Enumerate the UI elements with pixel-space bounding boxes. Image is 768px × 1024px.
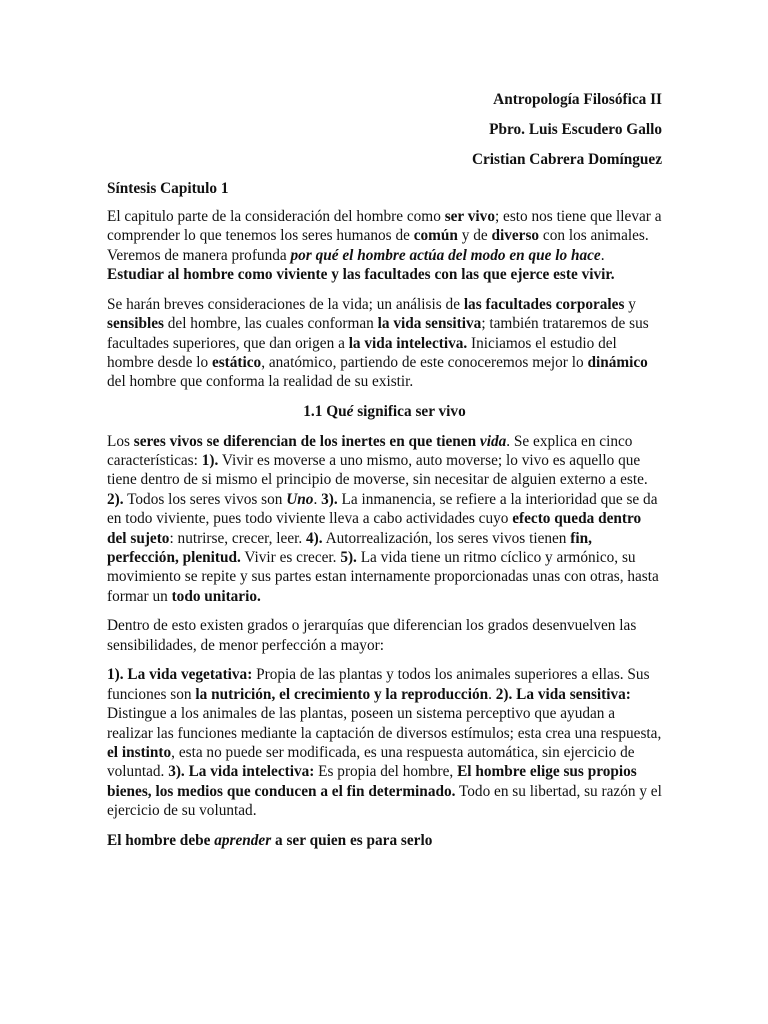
course-title: Antropología Filosófica II — [493, 91, 662, 108]
scope-paragraph: Se harán breves consideraciones de la vida; un análisis de las facultades corporales y sensibles del hombre, las cuales conforman la vida sensitiva; también trataremos de sus facultades superiores, que dan origen a la vida intelectiva. Iniciamos el estudio del hombre desde lo estático, anatómico, partiendo de este conoceremos mejor lo dinámico del hombre que conforma la realidad de su existir. — [107, 295, 649, 391]
intro-paragraph: El capitulo parte de la consideración del hombre como ser vivo; esto nos tiene que llevar a comprender lo que tenemos los seres humanos de común y de diverso con los animales. Veremos de manera profunda por qué el hombre actúa del modo en que lo hace. Estudiar al hombre como viviente y las facultades con las que ejerce este vivir. — [107, 207, 662, 284]
document-page — [107, 90, 662, 850]
professor-name: Pbro. Luis Escudero Gallo — [489, 120, 662, 138]
living-beings-paragraph: Los seres vivos se diferencian de los inertes en que tienen vida. Se explica en cinco características: 1). Vivir es moverse a uno mismo, auto moverse; lo vivo es aquello que tiene dentro de si mismo el principio de moverse, sin necesitar de alguien externo a este. 2). Todos los seres vivos son Uno. 3). La inmanencia, se refiere a la interioridad que se da en todo viviente, pues todo viviente lleva a cabo actividades cuyo efecto queda dentro del sujeto: nutrirse, crecer, leer. 4). Autorrealización, los seres vivos tienen fin, perfección, plenitud. Vivir es crecer. 5). La vida tiene un ritmo cíclico y armónico, su movimiento se repite y sus partes estan internamente proporcionadas unas con otras, hasta formar un todo unitario. — [107, 432, 659, 605]
hierarchy-paragraph: Dentro de esto existen grados o jerarquías que diferencian los grados desenvuelven las sensibilidades, de menor perfección a mayor: — [107, 617, 637, 654]
synthesis-heading: Síntesis Capitulo 1 — [107, 180, 229, 198]
student-name: Cristian Cabrera Domínguez — [471, 150, 662, 168]
life-levels-paragraph: 1). La vida vegetativa: Propia de las plantas y todos los animales superiores a ellas. Sus funciones son la nutrición, el crecimiento y la reproducción. 2). La vida sensitiva: Distingue a los animales de las plantas, poseen un sistema perceptivo que ayudan a realizar las funciones mediante la captación de diversos estímulos; esta crea una respuesta, el instinto, esta no puede ser modificada, es una respuesta automática, sin ejercicio de voluntad. 3). La vida intelectiva: Es propia del hombre, El hombre elige sus propios bienes, los medios que conducen a el fin determinado. Todo en su libertad, su razón y el ejercicio de su voluntad. — [107, 666, 662, 820]
section-heading: 1.1 Qué significa ser vivo — [303, 403, 466, 421]
closing-statement: El hombre debe aprender a ser quien es para serlo — [107, 831, 433, 849]
